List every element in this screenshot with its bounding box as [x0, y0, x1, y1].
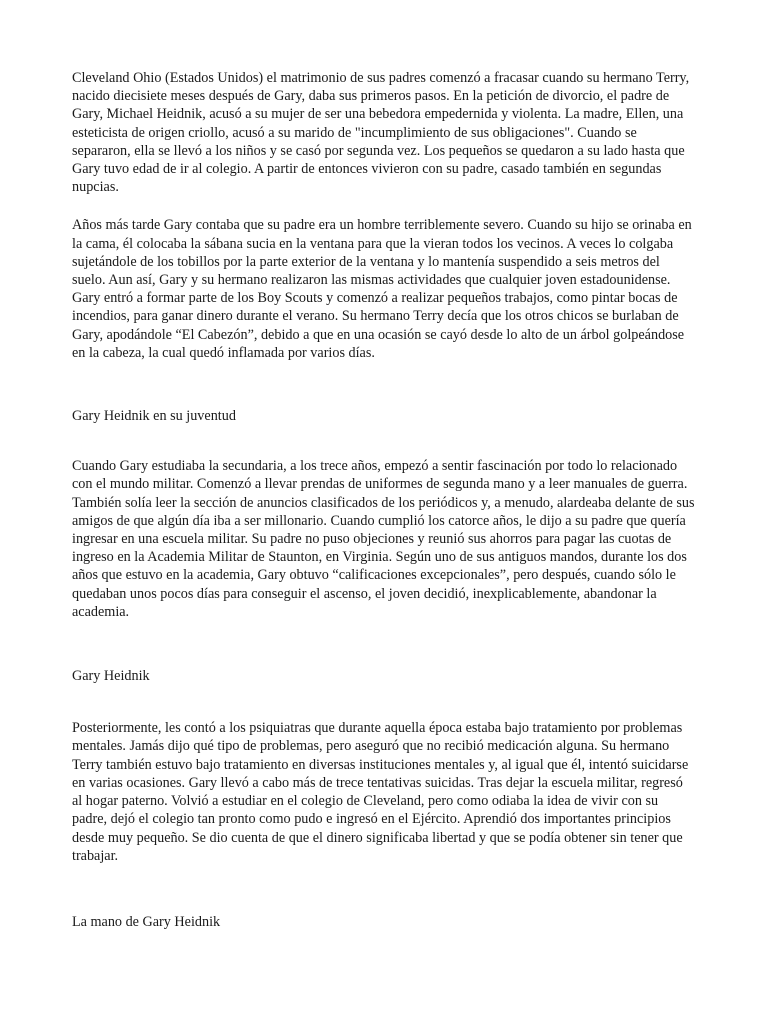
paragraph-psychiatric-history: Posteriormente, les contó a los psiquiatras que durante aquella época estaba bajo tratamiento por problemas mentales. Jamás dijo qué tipo de problemas, pero aseguró que no recibió medicación alguna. Su hermano Terry también estuvo bajo tratamiento en diversas instituciones mentales y, al igual que él, intentó suicidarse en varias ocasiones. Gary llevó a cabo más de trece tentativas suicidas. Tras dejar la escuela militar, regresó al hogar paterno. Volvió a estudiar en el colegio de Cleveland, pero como odiaba la idea de vivir con su padre, dejó el colegio tan pronto como pudo e ingresó en el Ejército. Aprendió dos importantes principios desde muy pequeño. Se dio cuenta de que el dinero significaba libertad y que se podía obtener sin tener que trabajar.	[72, 720, 689, 864]
section-heading-youth: Gary Heidnik en su juventud	[72, 408, 236, 425]
document-page	[72, 69, 696, 931]
section-heading-hand: La mano de Gary Heidnik	[72, 913, 221, 930]
paragraph-parents-divorce: Cleveland Ohio (Estados Unidos) el matrimonio de sus padres comenzó a fracasar cuando su hermano Terry, nacido diecisiete meses después de Gary, daba sus primeros pasos. En la petición de divorcio, el padre de Gary, Michael Heidnik, acusó a su mujer de ser una bebedora empedernida y violenta. La madre, Ellen, una esteticista de origen criollo, acusó a su marido de "incumplimiento de sus obligaciones". Cuando se separaron, ella se llevó a los niños y se casó por segunda vez. Los pequeños se quedaron a su lado hasta que Gary tuvo edad de ir al colegio. A partir de entonces vivieron con su padre, casado también en segundas nupcias.	[72, 70, 690, 196]
paragraph-father-severity: Años más tarde Gary contaba que su padre era un hombre terriblemente severo. Cuando su hijo se orinaba en la cama, él colocaba la sábana sucia en la ventana para que la vieran todos los vecinos. A veces lo colgaba sujetándole de los tobillos por la parte exterior de la ventana y lo mantenía suspendido a seis metros del suelo. Aun así, Gary y su hermano realizaron las mismas actividades que cualquier joven estadounidense. Gary entró a formar parte de los Boy Scouts y comenzó a realizar pequeños trabajos, como pintar bocas de incendios, para ganar dinero durante el verano. Su hermano Terry decía que los otros chicos se burlaban de Gary, apodándole “El Cabezón”, debido a que en una ocasión se cayó desde lo alto de un árbol golpeándose en la cabeza, la cual quedó inflamada por varios días.	[72, 217, 692, 361]
section-heading-gary-heidnik: Gary Heidnik	[72, 668, 150, 685]
paragraph-military-academy: Cuando Gary estudiaba la secundaria, a los trece años, empezó a sentir fascinación por todo lo relacionado con el mundo militar. Comenzó a llevar prendas de uniformes de segunda mano y a leer manuales de guerra. También solía leer la sección de anuncios clasificados de los periódicos y, a menudo, alardeaba delante de sus amigos de que algún día iba a ser millonario. Cuando cumplió los catorce años, le dijo a su padre que quería ingresar en una escuela militar. Su padre no puso objeciones y reunió sus ahorros para pagar las cuotas de ingreso en la Academia Militar de Staunton, en Virginia. Según uno de sus antiguos mandos, durante los dos años que estuvo en la academia, Gary obtuvo “calificaciones excepcionales”, pero después, cuando sólo le quedaban unos pocos días para conseguir el ascenso, el joven decidió, inexplicablemente, abandonar la academia.	[72, 458, 695, 620]
